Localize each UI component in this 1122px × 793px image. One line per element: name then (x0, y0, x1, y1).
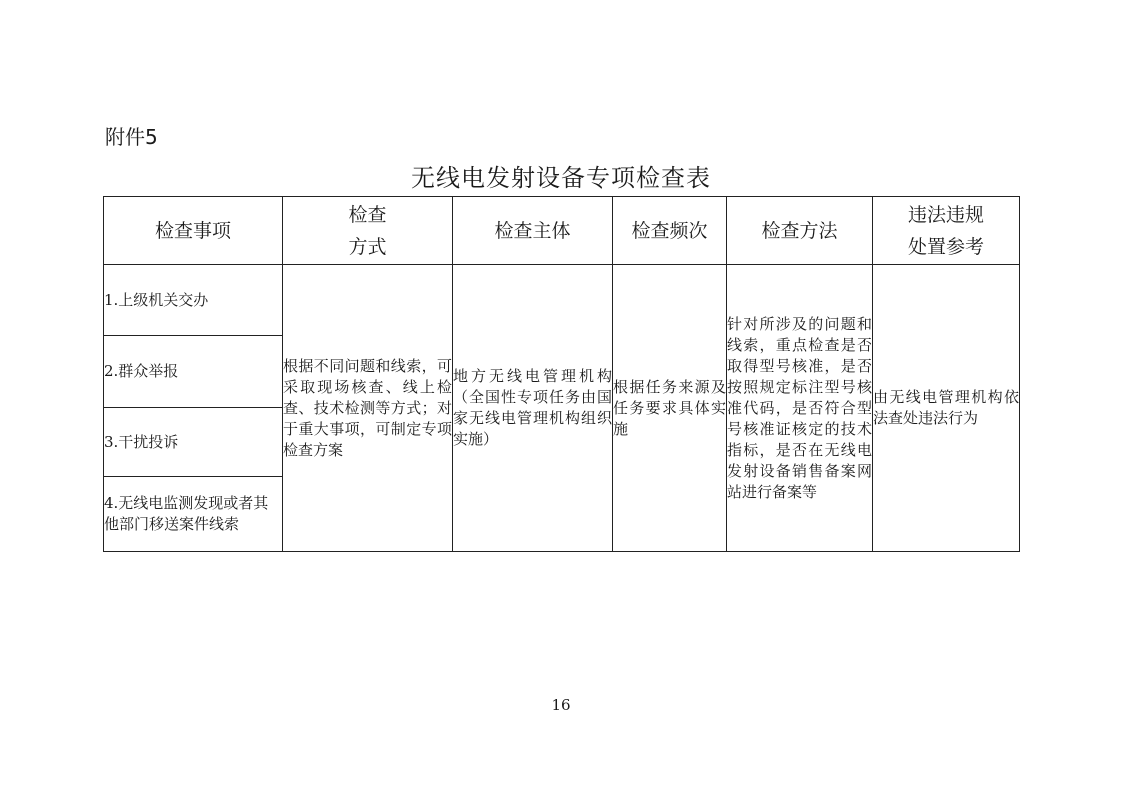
header-method: 检查方法 (727, 197, 873, 265)
header-mode-line2: 方式 (348, 235, 387, 258)
header-mode-line1: 检查 (348, 203, 387, 226)
inspection-mode-cell: 根据不同问题和线索，可采取现场核查、线上检查、技术检测等方式；对于重大事项，可制定专项检查方案 (283, 265, 453, 552)
header-subject: 检查主体 (453, 197, 613, 265)
check-item-4: 4.无线电监测发现或者其他部门移送案件线索 (104, 477, 283, 552)
inspection-method-cell: 针对所涉及的问题和线索，重点检查是否取得型号核准，是否按照规定标注型号核准代码，是否符合型号核准证核定的技术指标，是否在无线电发射设备销售备案网站进行备案等 (727, 265, 873, 552)
header-row (104, 197, 1020, 265)
header-frequency: 检查频次 (613, 197, 727, 265)
header-disposal (873, 197, 1020, 265)
header-item: 检查事项 (104, 197, 283, 265)
inspection-subject-cell: 地方无线电管理机构（全国性专项任务由国家无线电管理机构组织实施） (453, 265, 613, 552)
header-disposal-line2: 处置参考 (907, 235, 984, 258)
check-item-2: 2.群众举报 (104, 336, 283, 408)
check-item-1: 1.上级机关交办 (104, 265, 283, 336)
check-item-3: 3.干扰投诉 (104, 408, 283, 477)
table-row (104, 265, 1020, 336)
header-disposal-line1: 违法违规 (907, 203, 984, 226)
inspection-table (103, 196, 1020, 552)
page-number: 16 (551, 696, 571, 714)
document-title: 无线电发射设备专项检查表 (411, 164, 711, 192)
inspection-frequency-cell: 根据任务来源及任务要求具体实施 (613, 265, 727, 552)
disposal-reference-cell: 由无线电管理机构依法查处违法行为 (873, 265, 1020, 552)
annex-label: 附件5 (105, 125, 158, 149)
header-mode (283, 197, 453, 265)
